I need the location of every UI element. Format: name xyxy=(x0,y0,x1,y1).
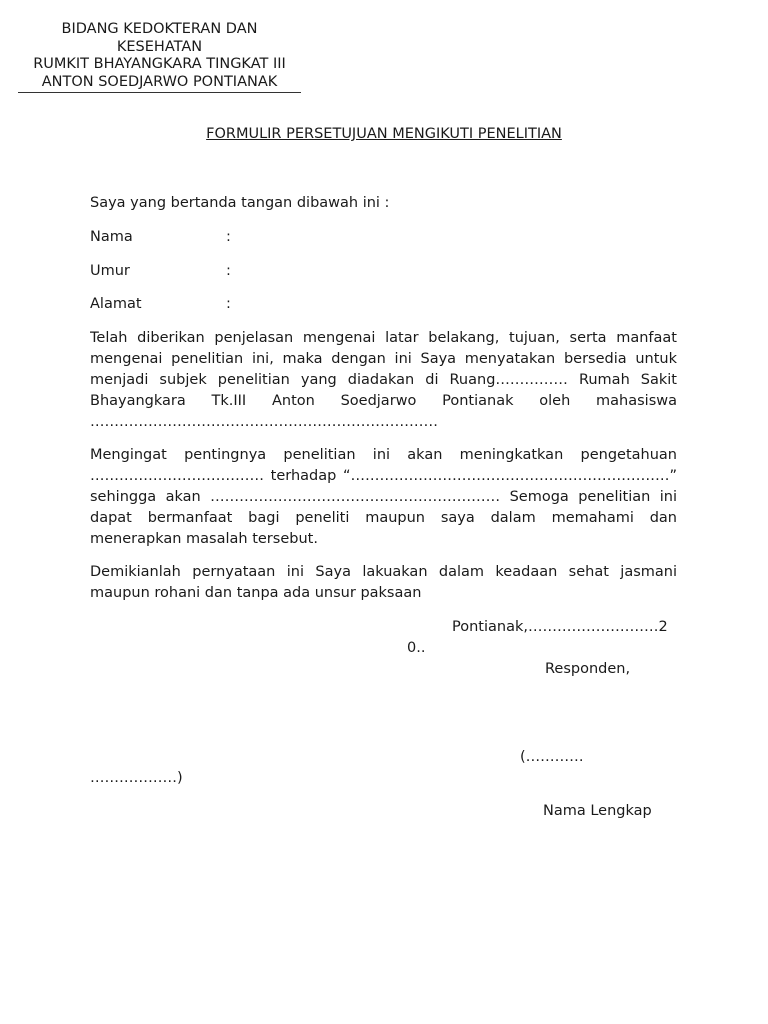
field-label-alamat: Alamat xyxy=(90,296,142,312)
paragraph-line: Bhayangkara Tk.III Anton Soedjarwo Pontianak oleh mahasiswa xyxy=(90,393,677,409)
signature-place-date: Pontianak,………………………2 xyxy=(452,619,668,635)
paragraph-line: dapat bermanfaat bagi peneliti maupun saya dalam memahami dan xyxy=(90,510,677,526)
field-colon-nama: : xyxy=(226,229,231,245)
paragraph-line: menjadi subjek penelitian yang diadakan di Ruang…………… Rumah Sakit xyxy=(90,372,677,388)
paragraph-line: menerapkan masalah tersebut. xyxy=(90,531,318,547)
signature-full-name-label: Nama Lengkap xyxy=(543,803,652,819)
header-line-3: RUMKIT BHAYANGKARA TINGKAT III xyxy=(33,56,286,72)
field-label-umur: Umur xyxy=(90,263,130,279)
signature-date-continued: 0.. xyxy=(407,640,426,656)
paragraph-line: ……………………………… terhadap “…………………………………………………………” xyxy=(90,468,677,484)
signature-name-open: (………… xyxy=(520,749,584,765)
paragraph-line: maupun rohani dan tanpa ada unsur paksaan xyxy=(90,585,422,601)
field-colon-umur: : xyxy=(226,263,231,279)
paragraph-line: sehingga akan …………………………………………………… Semoga penelitian ini xyxy=(90,489,677,505)
paragraph-declaration xyxy=(90,562,677,604)
field-label-nama: Nama xyxy=(90,229,133,245)
signature-respondent-label: Responden, xyxy=(545,661,631,677)
header-line-4: ANTON SOEDJARWO PONTIANAK xyxy=(41,73,278,90)
header-line-1: BIDANG KEDOKTERAN DAN xyxy=(61,21,258,37)
field-colon-alamat: : xyxy=(226,296,231,312)
paragraph-line: ……………………………………………………………… xyxy=(90,414,438,430)
signature-name-close: ………………) xyxy=(90,770,183,786)
paragraph-explanation xyxy=(90,328,677,433)
institution-header xyxy=(18,21,301,93)
header-line-2: KESEHATAN xyxy=(116,38,203,55)
intro-text: Saya yang bertanda tangan dibawah ini : xyxy=(90,195,390,211)
document-title-wrap xyxy=(0,126,768,142)
document-title: FORMULIR PERSETUJUAN MENGIKUTI PENELITIAN xyxy=(206,126,562,142)
paragraph-importance xyxy=(90,445,677,550)
paragraph-line: Telah diberikan penjelasan mengenai latar belakang, tujuan, serta manfaat xyxy=(90,330,677,346)
paragraph-line: Demikianlah pernyataan ini Saya lakuakan dalam keadaan sehat jasmani xyxy=(90,564,677,580)
paragraph-line: Mengingat pentingnya penelitian ini akan meningkatkan pengetahuan xyxy=(90,447,677,463)
paragraph-line: mengenai penelitian ini, maka dengan ini Saya menyatakan bersedia untuk xyxy=(90,351,677,367)
